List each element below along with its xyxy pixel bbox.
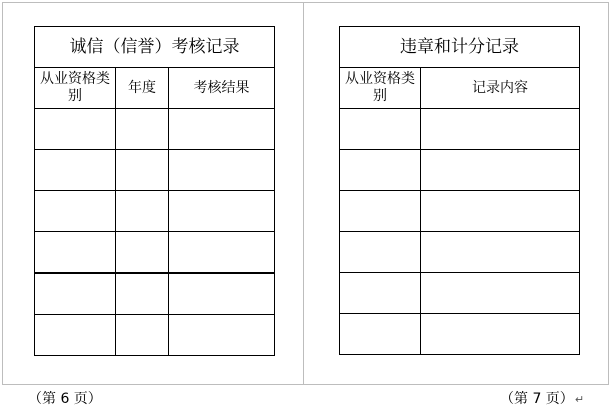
column-header-year: 年度 — [116, 68, 169, 109]
table-cell — [116, 315, 169, 356]
table-row — [35, 315, 275, 356]
table-row — [35, 191, 275, 232]
table-cell — [421, 314, 580, 355]
table-cell — [116, 232, 169, 274]
violation-points-table — [339, 26, 580, 355]
table-cell — [35, 273, 116, 315]
table-cell — [421, 273, 580, 314]
table-cell — [169, 315, 275, 356]
table-title: 违章和计分记录 — [340, 27, 580, 68]
integrity-assessment-table — [34, 26, 275, 356]
column-header-qualification: 从业资格类别 — [35, 68, 116, 109]
table-cell — [169, 273, 275, 315]
page-number-text: （第 7 页） — [500, 391, 574, 407]
table-row — [340, 109, 580, 150]
table-row — [340, 191, 580, 232]
page-number-left — [28, 391, 102, 407]
table-cell — [116, 191, 169, 232]
table-row — [340, 273, 580, 314]
page-right — [304, 2, 609, 385]
table-cell — [421, 232, 580, 273]
table-cell — [116, 273, 169, 315]
table-cell — [169, 150, 275, 191]
table-cell — [340, 273, 421, 314]
table-cell — [340, 314, 421, 355]
table-row — [340, 232, 580, 273]
page-left — [2, 2, 304, 385]
table-cell — [421, 191, 580, 232]
table-cell — [35, 109, 116, 150]
table-row — [340, 150, 580, 191]
table-cell — [35, 232, 116, 274]
column-header-qualification: 从业资格类别 — [340, 68, 421, 109]
table-title: 诚信（信誉）考核记录 — [35, 27, 275, 68]
table-row — [35, 109, 275, 150]
table-cell — [169, 232, 275, 274]
table-cell — [35, 150, 116, 191]
table-row — [35, 150, 275, 191]
table-cell — [116, 109, 169, 150]
table-row — [35, 232, 275, 274]
paragraph-mark-icon: ↵ — [574, 393, 585, 406]
table-row — [340, 314, 580, 355]
table-cell — [169, 191, 275, 232]
page-number-text: （第 6 页） — [28, 391, 102, 407]
table-cell — [35, 315, 116, 356]
table-cell — [340, 150, 421, 191]
table-cell — [340, 109, 421, 150]
table-row — [35, 273, 275, 315]
column-header-record-content: 记录内容 — [421, 68, 580, 109]
table-cell — [35, 191, 116, 232]
table-cell — [116, 150, 169, 191]
table-cell — [340, 232, 421, 273]
table-cell — [169, 109, 275, 150]
page-number-right — [500, 391, 584, 408]
table-cell — [421, 150, 580, 191]
table-cell — [421, 109, 580, 150]
column-header-result: 考核结果 — [169, 68, 275, 109]
table-cell — [340, 191, 421, 232]
